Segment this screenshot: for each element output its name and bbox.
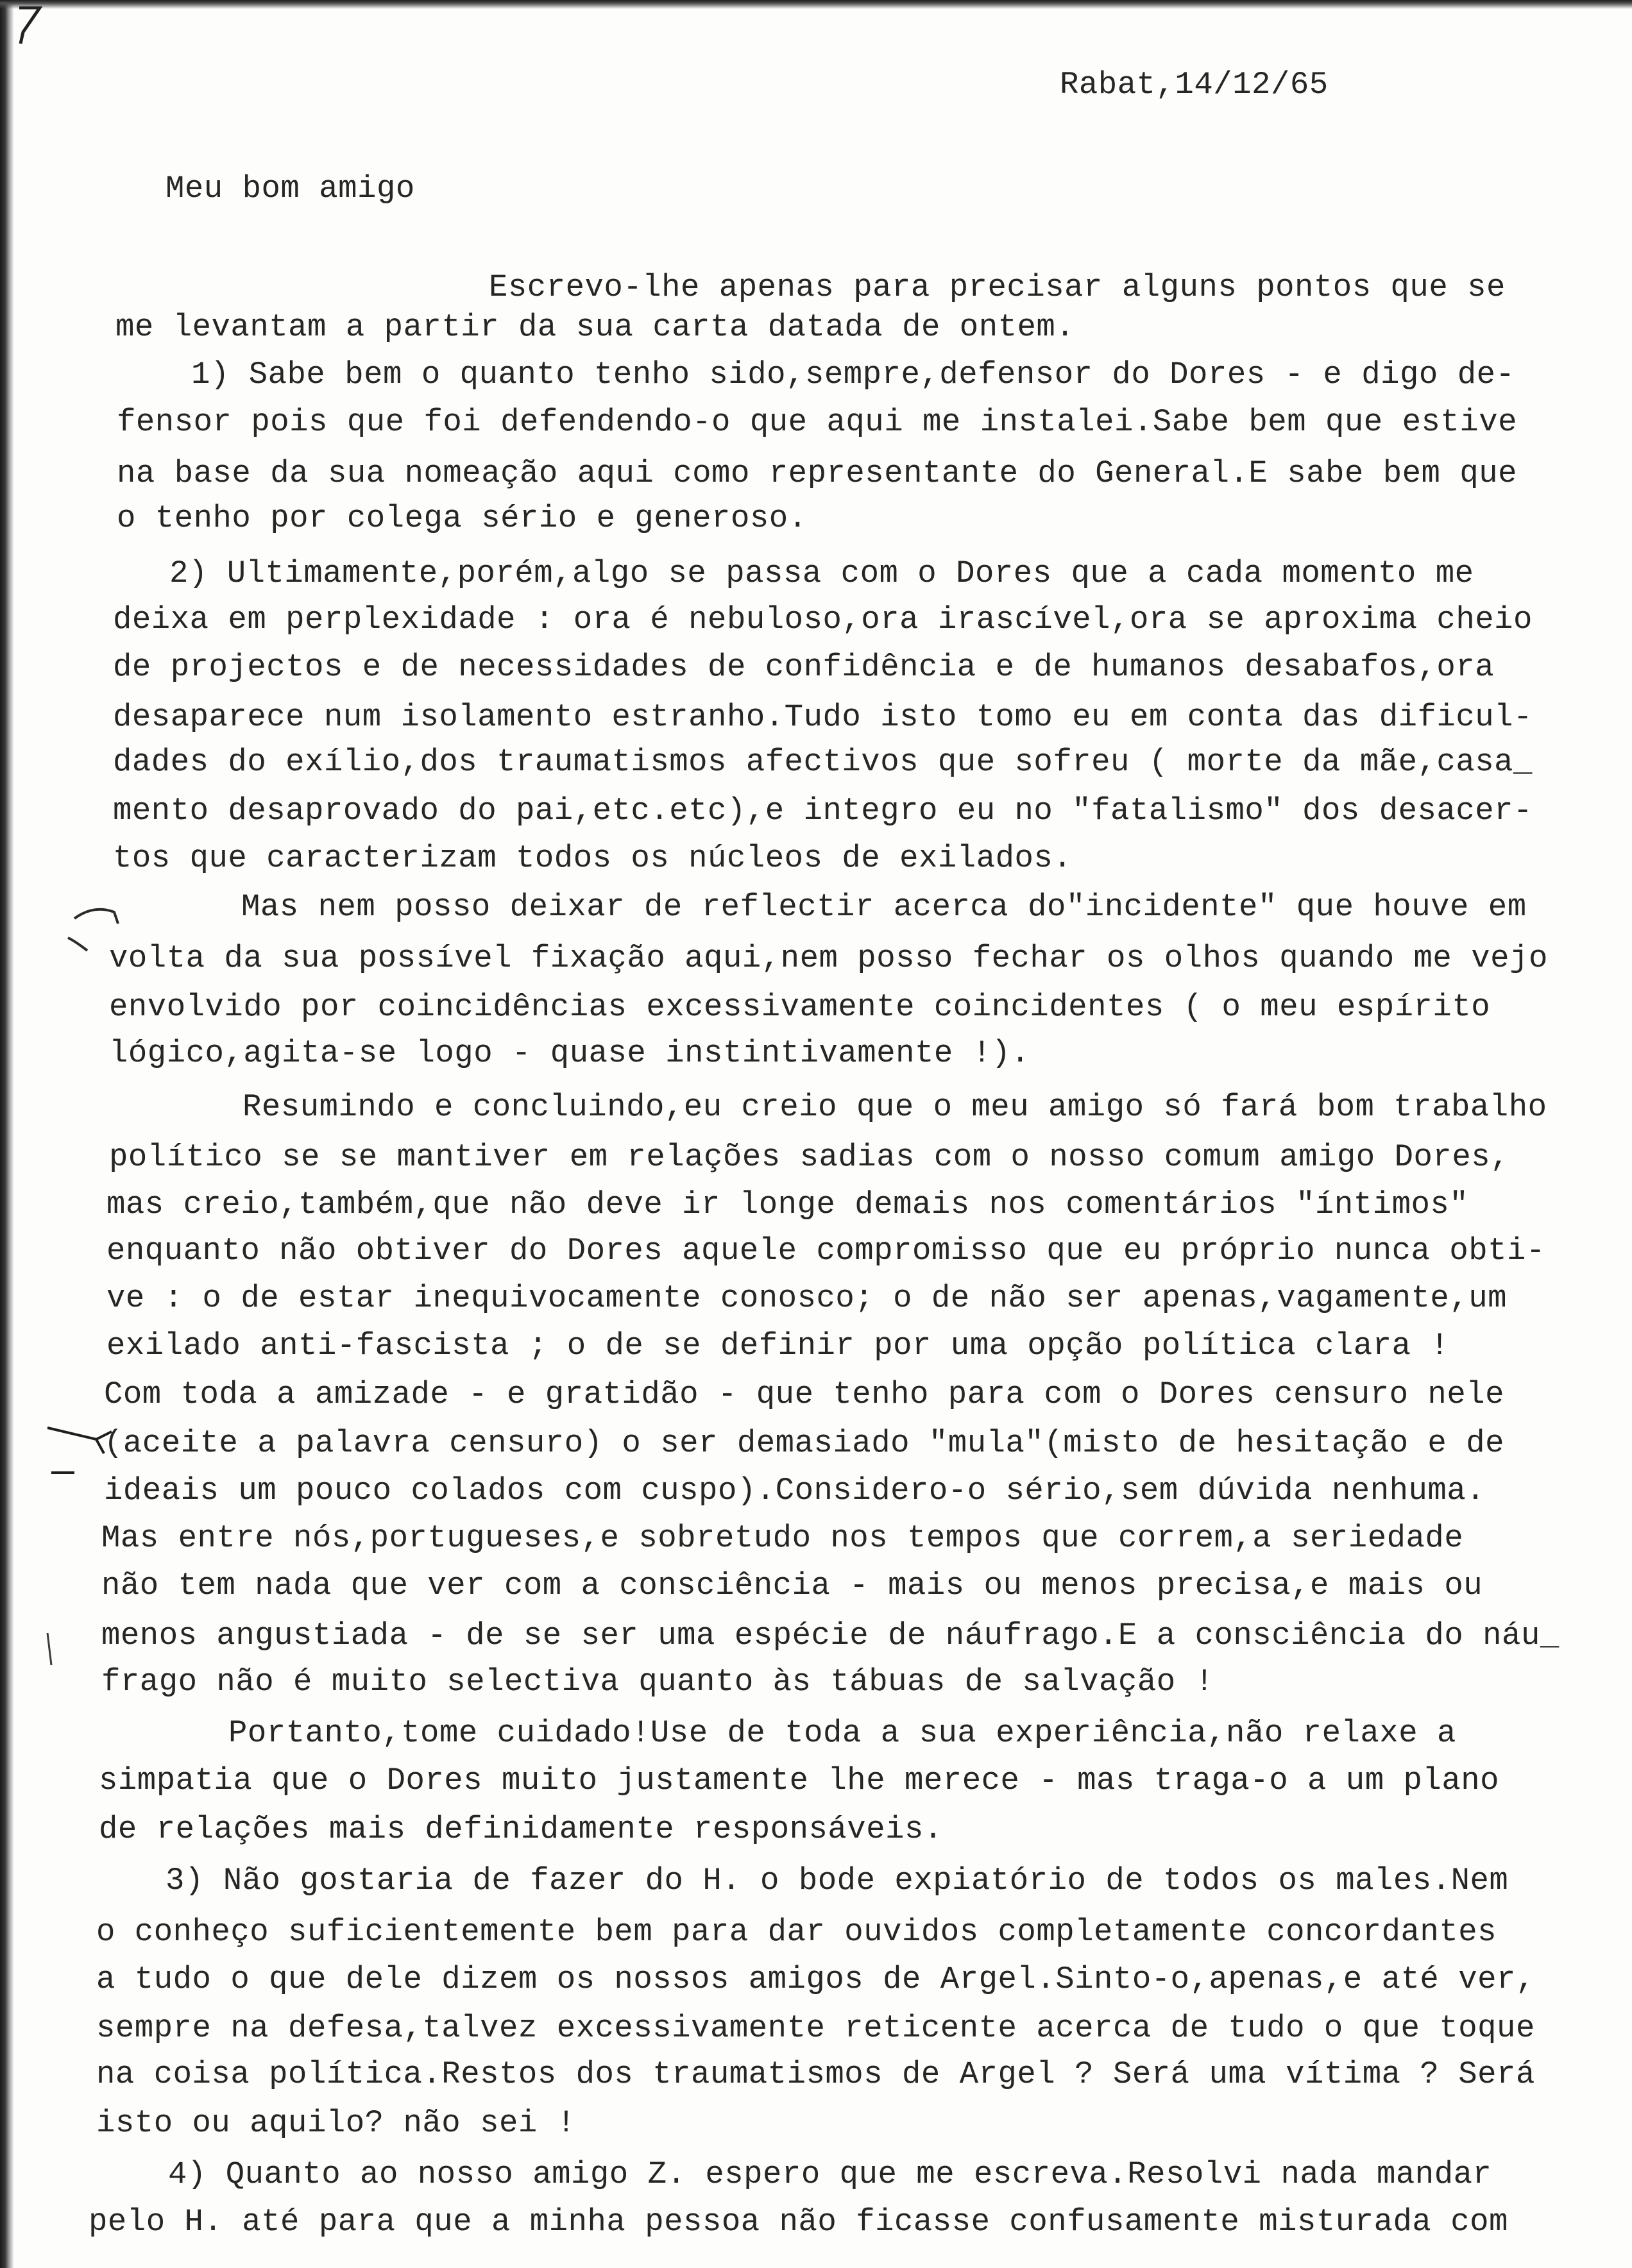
margin-arrow-mark xyxy=(45,1409,115,1485)
body-line: de relações mais definidamente responsáveis. xyxy=(99,1811,943,1847)
body-line: o conheço suficientemente bem para dar ouvidos completamente concordantes xyxy=(96,1914,1497,1950)
body-line: na base da sua nomeação aqui como representante do General.E sabe bem que xyxy=(117,455,1518,491)
body-line: simpatia que o Dores muito justamente lhe merece - mas traga-o a um plano xyxy=(99,1763,1500,1798)
body-line: 2) Ultimamente,porém,algo se passa com o Dores que a cada momento me xyxy=(169,555,1474,591)
body-line: na coisa política.Restos dos traumatismos de Argel ? Será uma vítima ? Será xyxy=(96,2056,1535,2092)
margin-tick-mark xyxy=(36,1629,62,1674)
body-line: me levantam a partir da sua carta datada de ontem. xyxy=(115,309,1075,345)
body-line: pelo H. até para que a minha pessoa não ficasse confusamente misturada com xyxy=(89,2204,1508,2240)
scan-edge-top xyxy=(0,0,1632,9)
body-line: deixa em perplexidade : ora é nebuloso,ora irascível,ora se aproxima cheio xyxy=(113,602,1533,638)
body-line: Mas nem posso deixar de reflectir acerca do"incidente" que houve em xyxy=(241,889,1527,925)
body-line: Portanto,tome cuidado!Use de toda a sua experiência,não relaxe a xyxy=(228,1715,1456,1751)
body-line: enquanto não obtiver do Dores aquele compromisso que eu próprio nunca obti- xyxy=(106,1233,1545,1269)
body-line: (aceite a palavra censuro) o ser demasiado "mula"(misto de hesitação e de xyxy=(104,1425,1505,1461)
body-line: ideais um pouco colados com cuspo).Considero-o sério,sem dúvida nenhuma. xyxy=(104,1473,1486,1509)
body-line: isto ou aquilo? não sei ! xyxy=(96,2105,576,2141)
letter-salutation: Meu bom amigo xyxy=(166,171,415,207)
corner-fold-mark xyxy=(17,6,42,45)
body-line: exilado anti-fascista ; o de se definir por uma opção política clara ! xyxy=(106,1328,1450,1364)
body-line: envolvido por coincidências excessivamente coincidentes ( o meu espírito xyxy=(109,989,1491,1025)
body-line: menos angustiada - de se ser uma espécie de náufrago.E a consciência do náu_ xyxy=(101,1618,1560,1654)
body-line: frago não é muito selectiva quanto às tábuas de salvação ! xyxy=(101,1664,1214,1700)
body-line: a tudo o que dele dizem os nossos amigos de Argel.Sinto-o,apenas,e até ver, xyxy=(96,1961,1535,1997)
body-line: desaparece num isolamento estranho.Tudo isto tomo eu em conta das dificul- xyxy=(113,699,1533,735)
body-line: político se se mantiver em relações sadias com o nosso comum amigo Dores, xyxy=(109,1139,1510,1175)
letter-date: Rabat,14/12/65 xyxy=(1060,67,1329,103)
body-line: lógico,agita-se logo - quase instintivamente !). xyxy=(109,1035,1030,1071)
body-line: não tem nada que ver com a consciência - mais ou menos precisa,e mais ou xyxy=(101,1568,1483,1604)
body-line: o tenho por colega sério e generoso. xyxy=(117,500,808,536)
body-line: Resumindo e concluindo,eu creio que o meu amigo só fará bom trabalho xyxy=(242,1089,1547,1125)
body-line: 3) Não gostaria de fazer do H. o bode expiatório de todos os males.Nem xyxy=(166,1863,1509,1899)
margin-bracket-mark xyxy=(62,895,139,953)
body-line: 4) Quanto ao nosso amigo Z. espero que me escreva.Resolvi nada mandar xyxy=(168,2156,1492,2192)
body-line: tos que caracterizam todos os núcleos de exilados. xyxy=(113,840,1073,876)
body-line: fensor pois que foi defendendo-o que aqui me instalei.Sabe bem que estive xyxy=(117,404,1518,440)
body-line: Com toda a amizade - e gratidão - que tenho para com o Dores censuro nele xyxy=(104,1376,1505,1412)
body-line: 1) Sabe bem o quanto tenho sido,sempre,defensor do Dores - e digo de- xyxy=(191,357,1515,393)
scan-edge-left xyxy=(0,0,14,2268)
body-line: de projectos e de necessidades de confidência e de humanos desabafos,ora xyxy=(113,649,1495,685)
body-line: mas creio,também,que não deve ir longe demais nos comentários "íntimos" xyxy=(106,1187,1469,1223)
body-line: Mas entre nós,portugueses,e sobretudo nos tempos que correm,a seriedade xyxy=(101,1520,1464,1556)
body-line: sempre na defesa,talvez excessivamente reticente acerca de tudo o que toque xyxy=(96,2010,1535,2046)
body-line: Escrevo-lhe apenas para precisar alguns pontos que se xyxy=(489,269,1506,305)
body-line: volta da sua possível fixação aqui,nem posso fechar os olhos quando me vejo xyxy=(109,940,1548,976)
body-line: mento desaprovado do pai,etc.etc),e integro eu no "fatalismo" dos desacer- xyxy=(113,793,1533,829)
body-line: dades do exílio,dos traumatismos afectivos que sofreu ( morte da mãe,casa_ xyxy=(113,744,1533,780)
body-line: ve : o de estar inequivocamente conosco; o de não ser apenas,vagamente,um xyxy=(106,1280,1508,1316)
